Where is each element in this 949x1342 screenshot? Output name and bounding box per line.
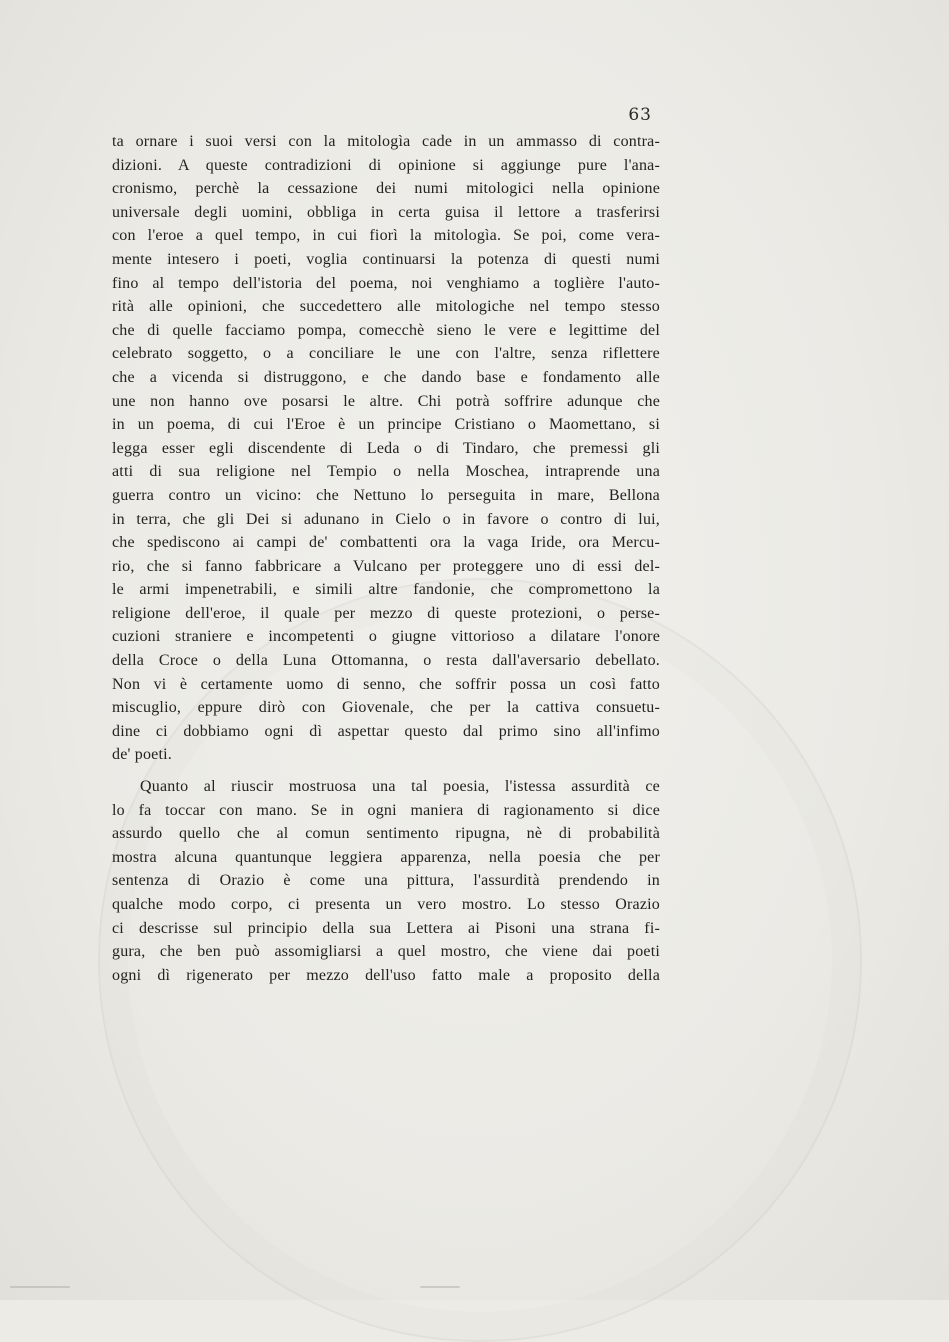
text-line: mostra alcuna quantunque leggiera apparenza, nella poesia che per bbox=[112, 848, 660, 866]
text-line: universale degli uomini, obbliga in certa guisa il lettore a trasferirsi bbox=[112, 203, 660, 221]
text-line: Quanto al riuscir mostruosa una tal poesia, l'istessa assurdità ce bbox=[140, 778, 660, 796]
text-line: de' poeti. bbox=[112, 746, 172, 764]
text-line: che di quelle facciamo pompa, comecchè sieno le vere e legittime del bbox=[112, 321, 660, 339]
text-line: legga esser egli discendente di Leda o di Tindaro, che premessi gli bbox=[112, 439, 660, 457]
text-line: ta ornare i suoi versi con la mitologìa cade in un ammasso di contra- bbox=[112, 133, 660, 150]
text-line: che a vicenda si distruggono, e che dando base e fondamento alle bbox=[112, 368, 660, 386]
paragraph-2 bbox=[112, 775, 660, 987]
text-line: rità alle opinioni, che succedettero alle mitologiche nel tempo stesso bbox=[112, 298, 660, 316]
text-line: gura, che ben può assomigliarsi a quel mostro, che viene dai poeti bbox=[112, 943, 660, 961]
text-line: lo fa toccar con mano. Se in ogni maniera di ragionamento si dice bbox=[112, 801, 660, 819]
text-line: con l'eroe a quel tempo, in cui fiorì la mitologìa. Se poi, come vera- bbox=[112, 227, 660, 245]
text-line: assurdo quello che al comun sentimento ripugna, nè di probabilità bbox=[112, 825, 660, 843]
text-line: atti di sua religione nel Tempio o nella Moschea, intraprende una bbox=[112, 463, 660, 481]
text-line: miscuglio, eppure dirò con Giovenale, che per la cattiva consuetu- bbox=[112, 699, 660, 717]
text-line: della Croce o della Luna Ottomanna, o resta dall'aversario debellato. bbox=[112, 652, 660, 670]
text-line: une non hanno ove posarsi le altre. Chi potrà soffrire adunque che bbox=[112, 392, 660, 410]
body-text bbox=[112, 130, 660, 987]
text-line: in terra, che gli Dei si adunano in Cielo o in favore o contro di lui, bbox=[112, 510, 660, 528]
text-line: ci descrisse sul principio della sua Lettera ai Pisoni una strana fi- bbox=[112, 919, 660, 937]
text-line: sentenza di Orazio è come una pittura, l'assurdità prendendo in bbox=[112, 872, 660, 890]
page-number: 63 bbox=[628, 105, 652, 125]
text-line: cronismo, perchè la cessazione dei numi mitologici nella opinione bbox=[112, 180, 660, 198]
text-line: rio, che si fanno fabbricare a Vulcano per proteggere uno di essi del- bbox=[112, 557, 660, 575]
page-edge-mark bbox=[10, 1286, 70, 1288]
text-line: celebrato soggetto, o a conciliare le une con l'altre, senza riflettere bbox=[112, 345, 660, 363]
paragraph-1 bbox=[112, 130, 660, 767]
page-edge-mark bbox=[420, 1286, 460, 1288]
text-line: guerra contro un vicino: che Nettuno lo perseguita in mare, Bellona bbox=[112, 486, 660, 504]
text-line: che spediscono ai campi de' combattenti ora la vaga Iride, ora Mercu- bbox=[112, 534, 660, 552]
text-line: cuzioni straniere e incompetenti o giugne vittorioso a dilatare l'onore bbox=[112, 628, 660, 646]
text-line: fino al tempo dell'istoria del poema, noi venghiamo a toglière l'auto- bbox=[112, 274, 660, 292]
text-line: mente intesero i poeti, voglia continuarsi la potenza di questi numi bbox=[112, 250, 660, 268]
text-line: Non vi è certamente uomo di senno, che soffrir possa un così fatto bbox=[112, 675, 660, 693]
text-line: ogni dì rigenerato per mezzo dell'uso fatto male a proposito della bbox=[112, 966, 660, 984]
text-line: dine ci dobbiamo ogni dì aspettar questo dal primo sino all'infimo bbox=[112, 722, 660, 740]
text-line: dizioni. A queste contradizioni di opinione si aggiunge pure l'ana- bbox=[112, 156, 660, 174]
text-line: religione dell'eroe, il quale per mezzo di queste protezioni, o perse- bbox=[112, 604, 660, 622]
text-line: le armi impenetrabili, e simili altre fandonie, che compromettono la bbox=[112, 581, 660, 599]
text-line: in un poema, di cui l'Eroe è un principe Cristiano o Maomettano, si bbox=[112, 416, 660, 434]
text-line: qualche modo corpo, ci presenta un vero mostro. Lo stesso Orazio bbox=[112, 896, 660, 913]
